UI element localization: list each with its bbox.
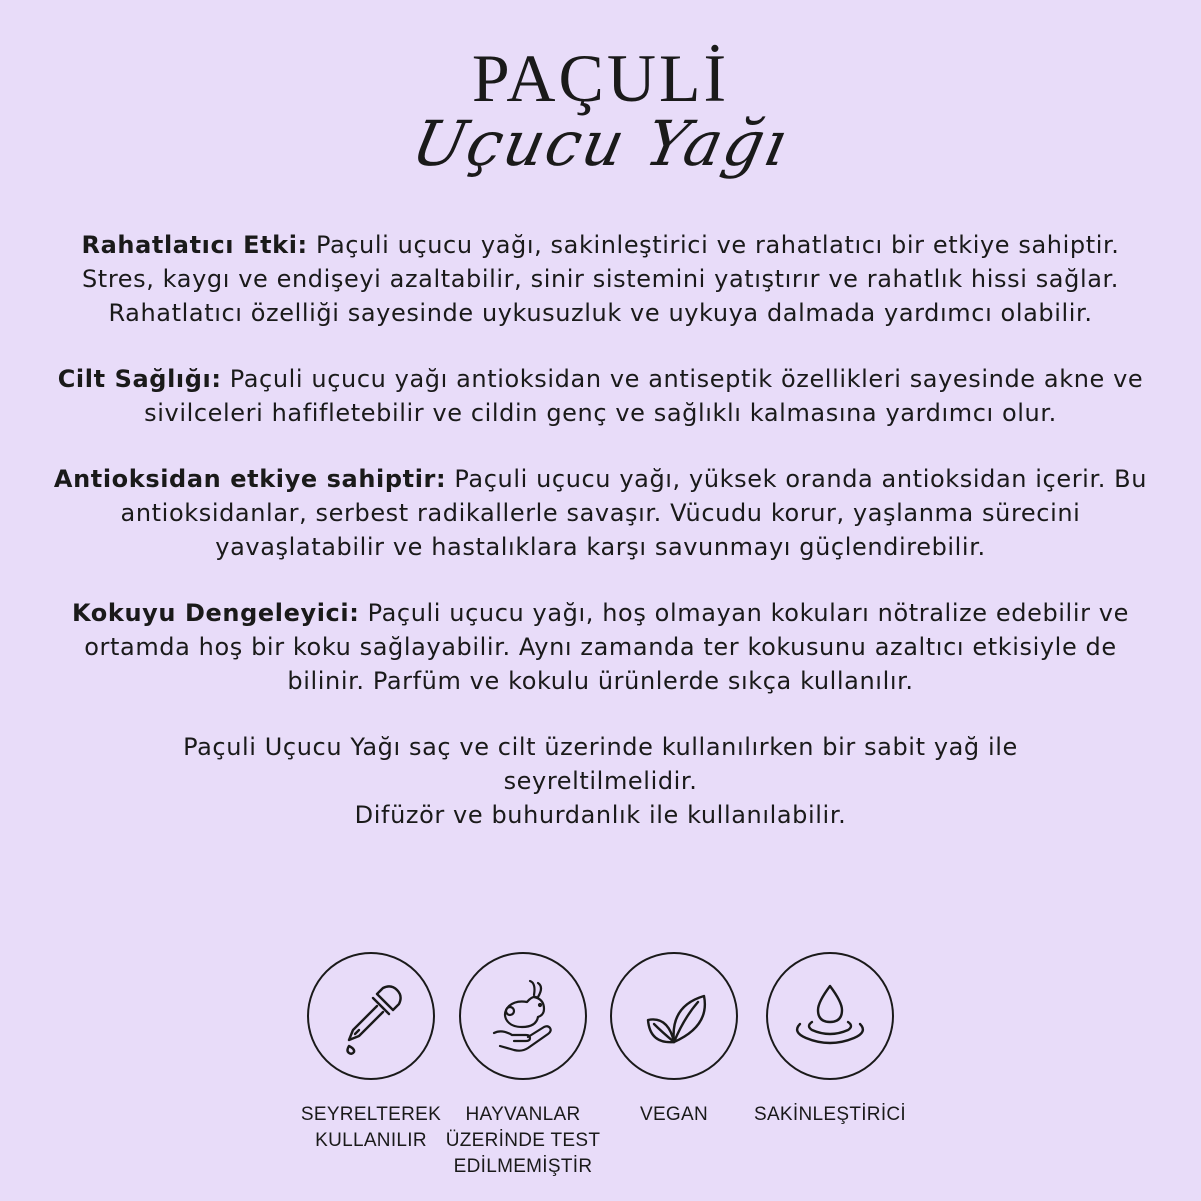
dropper-icon xyxy=(331,976,411,1056)
badge-ring xyxy=(610,952,738,1080)
product-title: PAÇULİ xyxy=(471,40,730,116)
benefit-text: Paçuli uçucu yağı, sakinleştirici ve rahatlatıcı bir etkiye sahiptir. Stres, kaygı ve endişeyi azaltabilir, sinir sistemini yatıştırır ve rahatlık hissi sağlar. Rahatlatıcı özelliği sayesinde uykusuzluk ve uykuya dalmada yardımcı olabilir. xyxy=(81,231,1120,327)
benefit-heading: Rahatlatıcı Etki: xyxy=(81,231,308,259)
benefit-text: Paçuli uçucu yağı, yüksek oranda antioksidan içerir. Bu antioksidanlar, serbest radikallerle savaşır. Vücudu korur, yaşlanma sürecini yavaşlatabilir ve hastalıklara karşı savunmayı güçlendirebilir. xyxy=(120,465,1148,561)
badge-label: SAKİNLEŞTİRİCİ xyxy=(753,1104,907,1125)
benefit-paragraph-relaxing xyxy=(50,228,1151,330)
benefit-heading: Antioksidan etkiye sahiptir: xyxy=(53,465,447,493)
benefit-text: Paçuli uçucu yağı antioksidan ve antiseptik özellikleri sayesinde akne ve sivilceleri hafifletebilir ve cildin genç ve sağlıklı kalmasına yardımcı olur. xyxy=(144,365,1144,427)
usage-note-dilution: Paçuli Uçucu Yağı saç ve cilt üzerinde kullanılırken bir sabit yağ ile seyreltilmelidir. xyxy=(183,733,1018,795)
badge-calming xyxy=(750,952,910,1128)
benefit-paragraph-skin xyxy=(50,362,1151,430)
badge-vegan xyxy=(594,952,754,1128)
badge-ring xyxy=(307,952,435,1080)
water-drop-ripple-icon xyxy=(786,976,874,1056)
badge-label: SEYRELTEREK KULLANILIR xyxy=(300,1104,442,1151)
badge-ring xyxy=(766,952,894,1080)
usage-note xyxy=(50,730,1151,832)
leaves-icon xyxy=(634,976,714,1056)
description-section xyxy=(50,228,1151,832)
benefit-paragraph-antioxidant xyxy=(50,462,1151,564)
usage-note-diffuser: Difüzör ve buhurdanlık ile kullanılabilir. xyxy=(354,801,847,829)
badge-cruelty-free xyxy=(443,952,603,1180)
badge-label: HAYVANLAR ÜZERİNDE TEST EDİLMEMİŞTİR xyxy=(445,1104,601,1177)
benefit-text: Paçuli uçucu yağı, hoş olmayan kokuları nötralize edebilir ve ortamda hoş bir koku sağlayabilir. Aynı zamanda ter kokusunu azaltıcı etkisiyle de bilinir. Parfüm ve kokulu ürünlerde sıkça kullanılır. xyxy=(84,599,1129,695)
rabbit-hand-icon xyxy=(480,973,566,1059)
feature-badges xyxy=(0,952,1201,1192)
badge-ring xyxy=(459,952,587,1080)
benefit-heading: Cilt Sağlığı: xyxy=(57,365,222,393)
benefit-heading: Kokuyu Dengeleyici: xyxy=(72,599,360,627)
badge-label: VEGAN xyxy=(639,1104,709,1125)
badge-dilute xyxy=(291,952,451,1154)
benefit-paragraph-odor xyxy=(50,596,1151,698)
product-subtitle: Uçucu Yağı xyxy=(405,107,796,180)
